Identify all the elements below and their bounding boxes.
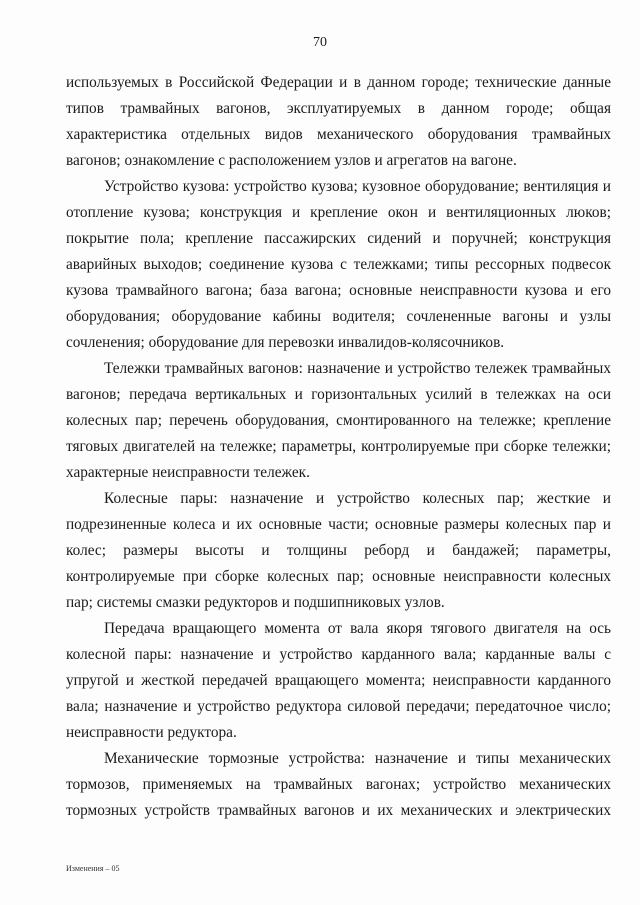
page-number: 70 <box>313 35 327 50</box>
paragraph-torque-transmission: Передача вращающего момента от вала якоря тягового двигателя на ось колесной пары: назначение и устройство карданного вала; карданные валы с упругой и жесткой передачей вращающего момента; неисправности карданного вала; назначение и устройство редуктора силовой передачи; передаточное число; неисправности редуктора. <box>66 620 611 741</box>
paragraph-mechanical-brakes: Механические тормозные устройства: назначение и типы механических тормозов, применяемых на трамвайных вагонах; устройство механических тормозных устройств трамвайных вагонов и их механических и электрических <box>66 750 611 819</box>
paragraph-body-structure: Устройство кузова: устройство кузова; кузовное оборудование; вентиляция и отопление кузова; конструкция и крепление окон и вентиляционных люков; покрытие пола; крепление пассажирских сидений и поручней; конструкция аварийных выходов; соединение кузова с тележками; типы рессорных подвесок кузова трамвайного вагона; база вагона; основные неисправности кузова и его оборудования; оборудование кабины водителя; сочлененные вагоны и узлы сочленения; оборудование для перевозки инвалидов-колясочников. <box>66 178 611 351</box>
paragraph-wheelsets: Колесные пары: назначение и устройство колесных пар; жесткие и подрезиненные колеса и их основные части; основные размеры колесных пар и колес; размеры высоты и толщины реборд и бандажей; параметры, контролируемые при сборке колесных пар; основные неисправности колесных пар; системы смазки редукторов и подшипниковых узлов. <box>66 490 611 611</box>
revision-footer: Изменения – 05 <box>66 864 120 873</box>
page-body <box>66 70 611 824</box>
paragraph-continuation: используемых в Российской Федерации и в данном городе; технические данные типов трамвайных вагонов, эксплуатируемых в данном городе; общая характеристика отдельных видов механического оборудования трамвайных вагонов; ознакомление с расположением узлов и агрегатов на вагоне. <box>66 74 611 169</box>
paragraph-bogies: Тележки трамвайных вагонов: назначение и устройство тележек трамвайных вагонов; передача вертикальных и горизонтальных усилий в тележках на оси колесных пар; перечень оборудования, смонтированного на тележке; крепление тяговых двигателей на тележке; параметры, контролируемые при сборке тележки; характерные неисправности тележек. <box>66 360 611 481</box>
